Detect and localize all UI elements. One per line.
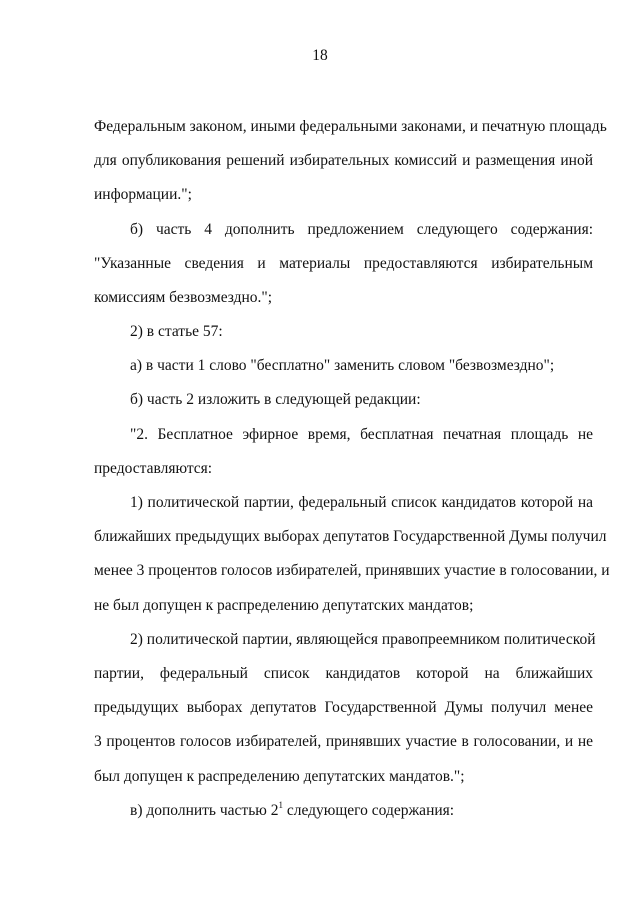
text-line: б) часть 2 изложить в следующей редакции:	[130, 391, 421, 408]
text-line: 2) в статье 57:	[130, 323, 223, 340]
text-line-main: в) дополнить частью 2	[130, 802, 279, 819]
text-line: Федеральным законом, иными федеральными законами, и печатную площадь	[94, 118, 607, 135]
text-line: "2. Бесплатное эфирное время, бесплатная печатная площадь не	[130, 426, 593, 443]
text-line: для опубликования решений избирательных комиссий и размещения иной	[94, 152, 593, 169]
text-line: "Указанные сведения и материалы предоставляются избирательным	[94, 255, 593, 272]
text-line: 1) политической партии, федеральный список кандидатов которой на	[130, 494, 593, 511]
text-line: информации.";	[94, 186, 192, 203]
text-line: не был допущен к распределению депутатских мандатов;	[94, 597, 474, 614]
text-line	[130, 801, 593, 821]
superscript: 1	[278, 800, 283, 810]
text-line: б) часть 4 дополнить предложением следующего содержания:	[130, 221, 593, 238]
text-line-suffix: следующего содержания:	[282, 802, 455, 819]
text-line: а) в части 1 слово "бесплатно" заменить словом "безвозмездно";	[130, 357, 555, 374]
text-line: предыдущих выборах депутатов Государственной Думы получил менее	[94, 699, 593, 716]
page-number: 18	[312, 47, 328, 64]
text-line: 3 процентов голосов избирателей, принявших участие в голосовании, и не	[94, 733, 593, 750]
text-line: был допущен к распределению депутатских мандатов.";	[94, 768, 465, 785]
text-line: комиссиям безвозмездно.";	[94, 289, 273, 306]
text-line: ближайших предыдущих выборах депутатов Государственной Думы получил	[94, 528, 607, 545]
text-line: предоставляются:	[94, 460, 213, 477]
text-line: партии, федеральный список кандидатов которой на ближайших	[94, 665, 593, 682]
text-line: 2) политической партии, являющейся правопреемником политической	[130, 631, 596, 648]
text-line: менее 3 процентов голосов избирателей, принявших участие в голосовании, и	[94, 562, 610, 579]
